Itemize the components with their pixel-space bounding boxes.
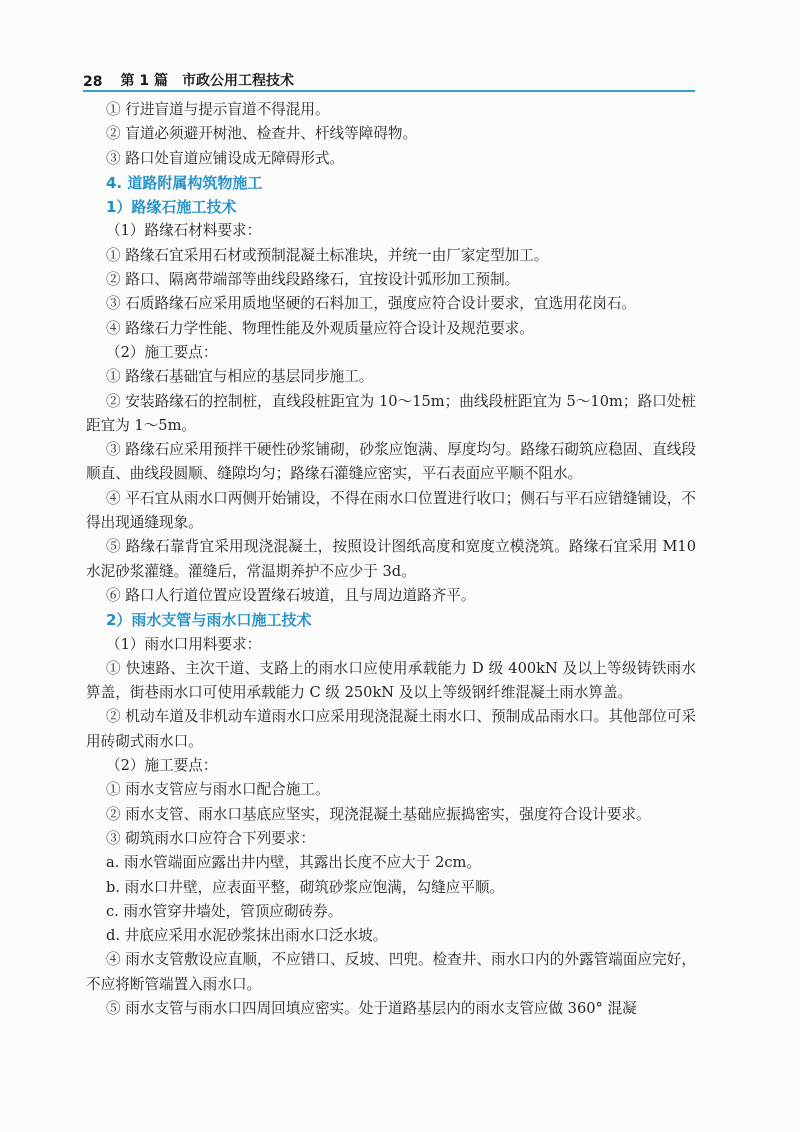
body-line: （2）施工要点：: [106, 343, 218, 361]
body-line: ② 雨水支管、雨水口基底应坚实，现浇混凝土基础应振捣密实，强度符合设计要求。: [106, 805, 651, 823]
body-line: ④ 路缘石力学性能、物理性能及外观质量应符合设计及规范要求。: [106, 319, 534, 337]
body-line: （1）路缘石材料要求：: [106, 222, 262, 240]
body-line: ② 盲道必须避开树池、检查井、杆线等障碍物。: [106, 125, 418, 143]
page-number: 28: [83, 74, 103, 90]
body-paragraph: ② 安装路缘石的控制桩，直线段桩距宜为 10～15m；曲线段桩距宜为 5～10m；路口处桩距宜为 1～5m。: [86, 392, 696, 434]
body-paragraph: ② 机动车道及非机动车道雨水口应采用现浇混凝土雨水口、预制成品雨水口。其他部位可采用砖砌式雨水口。: [86, 708, 696, 750]
body-line: ① 路缘石宜采用石材或预制混凝土标准块，并统一由厂家定型加工。: [106, 246, 549, 264]
body-line: ⑥ 路口人行道位置应设置缘石坡道，且与周边道路齐平。: [106, 586, 476, 604]
list-item: d. 井底应采用水泥砂浆抹出雨水口泛水坡。: [106, 927, 388, 945]
body-paragraph: ① 快速路、主次干道、支路上的雨水口应使用承载能力 D 级 400kN 及以上等级铸铁雨水箅盖，街巷雨水口可使用承载能力 C 级 250kN 及以上等级钢纤维混凝土雨水箅盖。: [86, 659, 696, 702]
section-heading: 4. 道路附属构筑物施工: [106, 173, 263, 192]
body-line: （2）施工要点：: [106, 757, 218, 775]
body-line: ③ 路口处盲道应铺设成无障碍形式。: [106, 149, 345, 167]
header-rule: [83, 90, 695, 92]
body-line: ① 行进盲道与提示盲道不得混用。: [106, 101, 330, 118]
body-paragraph: ⑤ 路缘石靠背宜采用现浇混凝土，按照设计图纸高度和宽度立模浇筑。路缘石宜采用 M10 水泥砂浆灌缝。灌缝后，常温期养护不应少于 3d。: [86, 538, 696, 580]
list-item: b. 雨水口井壁，应表面平整，砌筑砂浆应饱满，勾缝应平顺。: [106, 878, 505, 896]
chapter-label: 第 1 篇: [120, 73, 168, 89]
list-item: c. 雨水管穿井墙处，管顶应砌砖券。: [106, 902, 343, 920]
body-line: （1）雨水口用料要求：: [106, 635, 262, 653]
body-line: ③ 石质路缘石应采用质地坚硬的石料加工，强度应符合设计要求，宜选用花岗石。: [106, 295, 637, 313]
body-paragraph: ③ 路缘石应采用预拌干硬性砂浆铺砌，砂浆应饱满、厚度均匀。路缘石砌筑应稳固、直线段顺直、曲线段圆顺、缝隙均匀；路缘石灌缝应密实，平石表面应平顺不阻水。: [86, 441, 696, 483]
list-item: a. 雨水管端面应露出井内壁，其露出长度不应大于 2cm。: [106, 854, 481, 872]
chapter-title: 市政公用工程技术: [181, 73, 294, 89]
body-line: ③ 砌筑雨水口应符合下列要求：: [106, 829, 315, 847]
page-content: [86, 98, 696, 1021]
body-line: ① 雨水支管应与雨水口配合施工。: [106, 781, 330, 799]
subsection-heading: 2）雨水支管与雨水口施工技术: [106, 611, 312, 630]
body-line: ⑤ 雨水支管与雨水口四周回填应密实。处于道路基层内的雨水支管应做 360° 混凝: [106, 999, 637, 1017]
body-paragraph: ④ 雨水支管敷设应直顺，不应错口、反坡、凹兜。检查井、雨水口内的外露管端面应完好，不应将断管端置入雨水口。: [86, 951, 696, 993]
subsection-heading: 1）路缘石施工技术: [106, 198, 237, 217]
body-paragraph: ④ 平石宜从雨水口两侧开始铺设，不得在雨水口位置进行收口；侧石与平石应错缝铺设，不得出现通缝现象。: [86, 489, 696, 532]
body-line: ① 路缘石基础宜与相应的基层同步施工。: [106, 368, 374, 386]
body-line: ② 路口、隔离带端部等曲线段路缘石，宜按设计弧形加工预制。: [106, 271, 520, 289]
page-header: [83, 64, 695, 90]
